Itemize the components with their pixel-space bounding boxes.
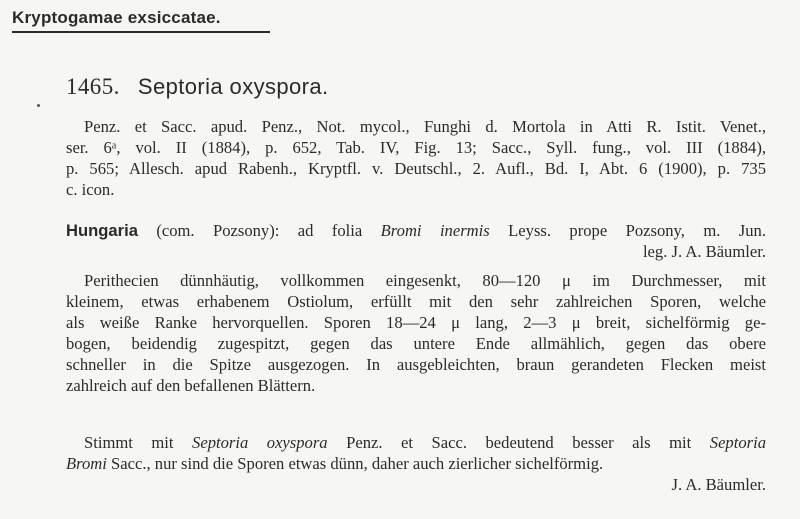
reference-line: p. 565; Allesch. apud Rabenh., Kryptfl. v. Deutschl., 2. Aufl., Bd. I, Abt. 6 (1900), p. 735 bbox=[66, 159, 766, 178]
region-name: Hungaria bbox=[66, 221, 138, 240]
description-paragraph bbox=[66, 270, 766, 396]
literature-references bbox=[66, 116, 766, 200]
locality-paragraph bbox=[66, 220, 766, 262]
species-ref: Septoria bbox=[709, 433, 766, 452]
description-line: kleinem, etwas erhabenem Ostiolum, erfüllt mit den sehr zahlreichen Sporen, welche bbox=[66, 292, 766, 311]
description-line: zahlreich auf den befallenen Blättern. bbox=[66, 376, 316, 395]
note-text: Penz. et Sacc. bedeutend besser als mit bbox=[327, 433, 710, 452]
note-author: J. A. Bäumler. bbox=[671, 475, 766, 494]
description-line: Perithecien dünnhäutig, vollkommen eingesenkt, 80—120 μ im Durchmesser, mit bbox=[84, 271, 766, 290]
locality-line bbox=[66, 220, 766, 241]
margin-dot bbox=[37, 104, 40, 107]
note-line bbox=[66, 432, 766, 453]
description-line: als weiße Ranke hervorquellen. Sporen 18—24 μ lang, 2—3 μ breit, sichelförmig ge- bbox=[66, 313, 766, 332]
description-line: bogen, beidendig zugespitzt, gegen das untere Ende allmählich, gegen das obere bbox=[66, 334, 766, 353]
description-line: schneller in die Spitze ausgezogen. In ausgebleichten, braun gerandeten Flecken meist bbox=[66, 355, 766, 374]
reference-line: Penz. et Sacc. apud. Penz., Not. mycol., Funghi d. Mortola in Atti R. Istit. Venet., bbox=[84, 117, 766, 136]
entry-title bbox=[66, 74, 329, 100]
locality-text-2: Leyss. prope Pozsony, m. Jun. bbox=[489, 221, 766, 240]
note-text: Sacc., nur sind die Sporen etwas dünn, daher auch zierlicher sichelförmig. bbox=[106, 454, 604, 473]
reference-line: ser. 6ᵃ, vol. II (1884), p. 652, Tab. IV, Fig. 13; Sacc., Syll. fung., vol. III (1884), bbox=[66, 138, 766, 157]
locality-text: (com. Pozsony): ad folia bbox=[137, 221, 381, 240]
collection-header: Kryptogamae exsiccatae. bbox=[12, 8, 270, 33]
species-name: Septoria oxyspora. bbox=[137, 74, 329, 99]
host-plant: Bromi inermis bbox=[380, 221, 490, 240]
species-ref: Bromi bbox=[66, 454, 107, 473]
note-line bbox=[66, 453, 766, 474]
entry-number: 1465. bbox=[66, 74, 120, 99]
collector: leg. J. A. Bäumler. bbox=[642, 242, 766, 261]
note-paragraph bbox=[66, 432, 766, 495]
reference-line: c. icon. bbox=[66, 180, 115, 199]
note-text: Stimmt mit bbox=[84, 433, 193, 452]
species-ref: Septoria oxyspora bbox=[192, 433, 328, 452]
